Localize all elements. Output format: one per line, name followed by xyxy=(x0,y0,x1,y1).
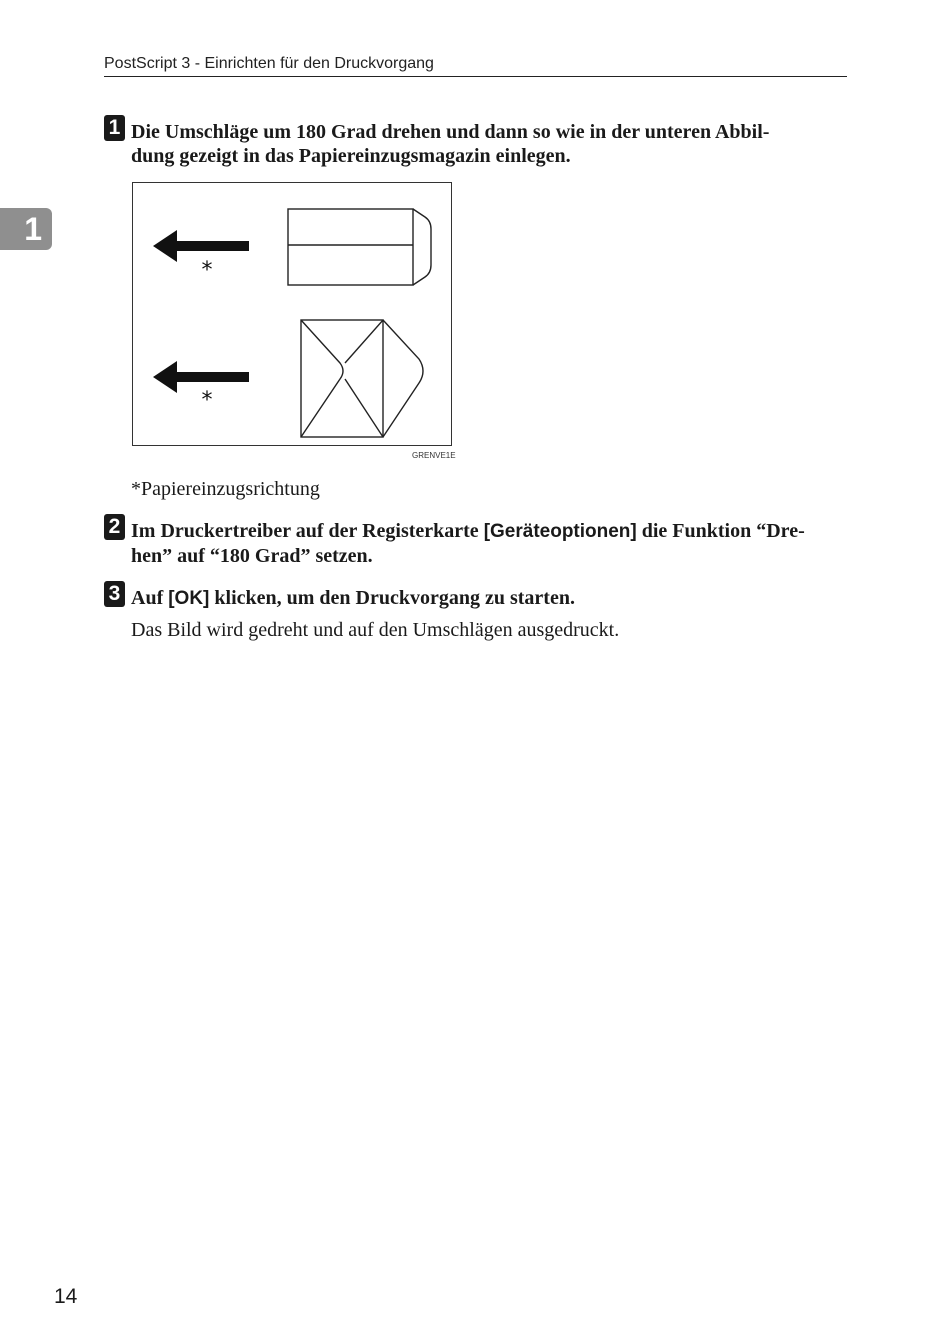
chapter-tab xyxy=(0,208,52,250)
step-2-text xyxy=(131,519,847,568)
step-2-text-pre: Im Druckertreiber auf der Registerkarte xyxy=(131,520,484,542)
envelope-illustration xyxy=(133,183,453,447)
step-3-text-post: klicken, um den Druckvorgang zu starten. xyxy=(209,587,575,609)
step-3-badge: 3 xyxy=(104,581,125,607)
feed-marker-top: * xyxy=(201,258,213,283)
square-envelope-icon xyxy=(301,320,423,437)
step-3-result: Das Bild wird gedreht und auf den Umschlägen ausgedruckt. xyxy=(131,619,620,641)
step-2-line-1 xyxy=(131,519,847,544)
page-number: 14 xyxy=(54,1285,78,1308)
step-2-text-post: die Funktion “Dre- xyxy=(636,520,805,542)
figure-code: GRENVE1E xyxy=(412,451,456,460)
step-1-text xyxy=(131,120,847,168)
figure-caption: *Papiereinzugsrichtung xyxy=(131,478,320,500)
running-header: PostScript 3 - Einrichten für den Druckvorgang xyxy=(104,55,434,72)
device-options-tab-reference: [Geräteoptionen] xyxy=(483,521,637,542)
step-3-text xyxy=(131,586,847,611)
step-2-line-2: hen” auf “180 Grad” setzen. xyxy=(131,545,373,567)
feed-marker-bottom: * xyxy=(201,388,213,413)
long-envelope-icon xyxy=(288,209,431,285)
chapter-tab-number: 1 xyxy=(24,211,42,247)
envelope-figure xyxy=(132,182,452,446)
step-2-badge: 2 xyxy=(104,514,125,540)
step-3-text-pre: Auf xyxy=(131,587,169,609)
header-rule xyxy=(104,76,847,77)
step-1-line-1: Die Umschläge um 180 Grad drehen und dann so wie in der unteren Abbil- xyxy=(131,121,770,143)
step-1-line-2: dung gezeigt in das Papiereinzugsmagazin einlegen. xyxy=(131,145,571,167)
step-1-badge: 1 xyxy=(104,115,125,141)
ok-button-reference: [OK] xyxy=(168,588,210,609)
